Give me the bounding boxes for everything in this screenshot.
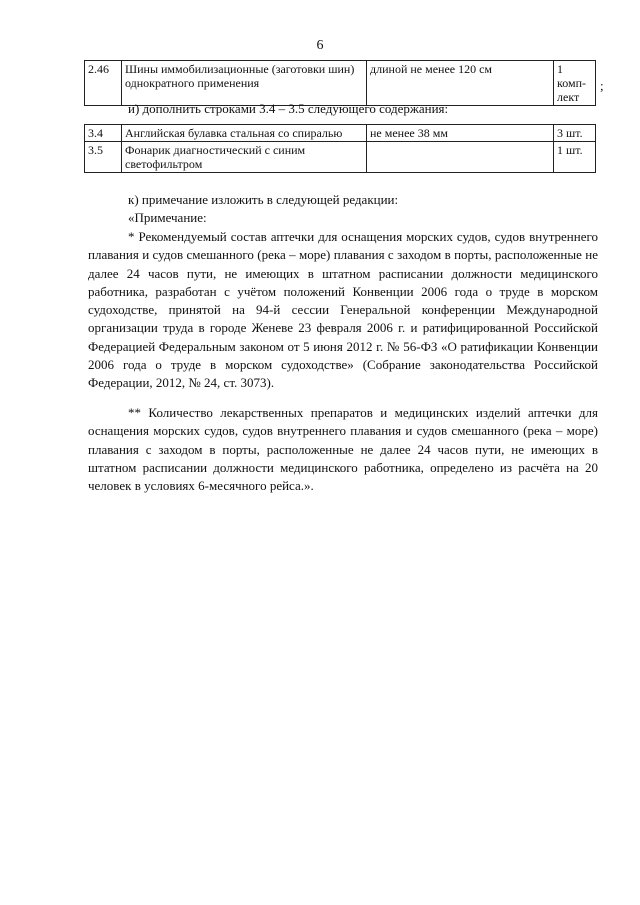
table-row <box>85 61 596 106</box>
item-name: Шины иммобилизационные (заготовки шин) однократного применения <box>122 61 367 106</box>
item-name: Фонарик диагностический с синим светофильтром <box>122 142 367 173</box>
table-trailing-semicolon: ; <box>600 78 604 93</box>
row-number: 3.5 <box>85 142 122 173</box>
table-items-3-4-3-5 <box>84 124 596 173</box>
table-item-2-46 <box>84 60 596 106</box>
item-spec: длиной не менее 120 см <box>367 61 554 106</box>
item-qty: 3 шт. <box>554 125 596 142</box>
note-title: «Примечание: <box>128 210 207 225</box>
instruction-i: и) дополнить строками 3.4 – 3.5 следующего содержания: <box>128 101 449 116</box>
row-number: 2.46 <box>85 61 122 106</box>
row-number: 3.4 <box>85 125 122 142</box>
table-row <box>85 125 596 142</box>
note-paragraph-2: ** Количество лекарственных препаратов и медицинских изделий аптечки для оснащения морских судов, судов внутреннего плавания и судов смешанного (река – море) плавания с заходом в порты, расположенные не далее 24 часов пути, не имеющих в штатном расписании должности медицинского работника, определено из расчёта на 20 человек в условиях 6-месячного рейса.». <box>88 405 598 494</box>
item-spec <box>367 142 554 173</box>
item-qty: 1 шт. <box>554 142 596 173</box>
item-name: Английская булавка стальная со спиралью <box>122 125 367 142</box>
instruction-k: к) примечание изложить в следующей редакции: <box>128 192 399 207</box>
page-number: 6 <box>316 38 324 53</box>
table-row <box>85 142 596 173</box>
item-qty: 1 комп-лект <box>554 61 596 106</box>
note-paragraph-1: * Рекомендуемый состав аптечки для оснащения морских судов, судов внутреннего плавания и судов смешанного (река – море) плавания с заходом в порты, расположенные не далее 24 часов пути, не имеющих в штатном расписании должности медицинского работника, разработан с учётом положений Конвенции 2006 года о труде в морском судоходстве, принятой на 94-й сессии Генеральной конференции Международной организации труда в городе Женеве 23 февраля 2006 г. и ратифицированной Российской Федерацией Федеральным законом от 5 июня 2012 г. № 56-ФЗ «О ратификации Конвенции 2006 года о труде в морском судоходстве» (Собрание законодательства Российской Федерации, 2012, № 24, ст. 3073). <box>88 229 598 391</box>
item-spec: не менее 38 мм <box>367 125 554 142</box>
